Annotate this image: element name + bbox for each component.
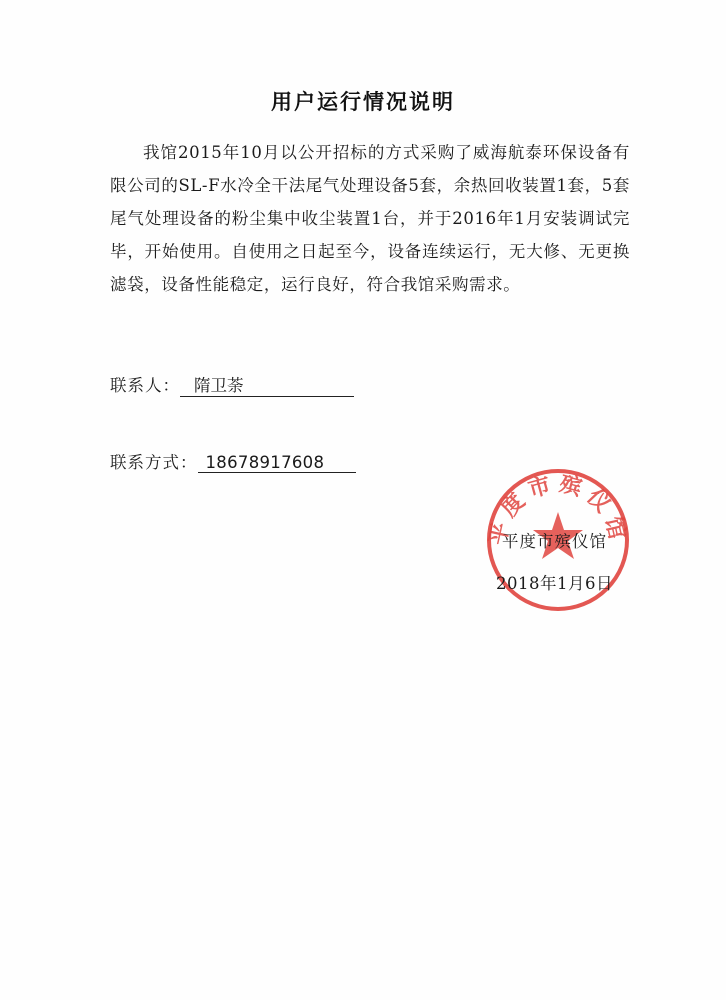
contact-person-label: 联系人：: [110, 376, 180, 395]
contact-phone-value: 18678917608: [198, 453, 356, 473]
contact-phone-label: 联系方式：: [110, 453, 198, 472]
signature-date: 2018年1月6日: [496, 574, 613, 593]
contact-person-field: [110, 372, 354, 397]
signature-organization: 平度市殡仪馆: [502, 532, 607, 551]
body-paragraph: 我馆2015年10月以公开招标的方式采购了威海航泰环保设备有限公司的SL-F水冷全干法尾气处理设备5套，余热回收装置1套，5套尾气处理设备的粉尘集中收尘装置1台，并于2016年1月安装调试完毕，开始使用。自使用之日起至今，设备连续运行，无大修、无更换滤袋，设备性能稳定，运行良好，符合我馆采购需求。: [110, 143, 630, 294]
contact-phone-field: [110, 449, 356, 473]
contact-person-value: 隋卫荼: [180, 372, 354, 397]
document-title: 用户运行情况说明: [271, 89, 455, 114]
svg-text:平度市殡仪馆: 平度市殡仪馆: [484, 470, 632, 548]
